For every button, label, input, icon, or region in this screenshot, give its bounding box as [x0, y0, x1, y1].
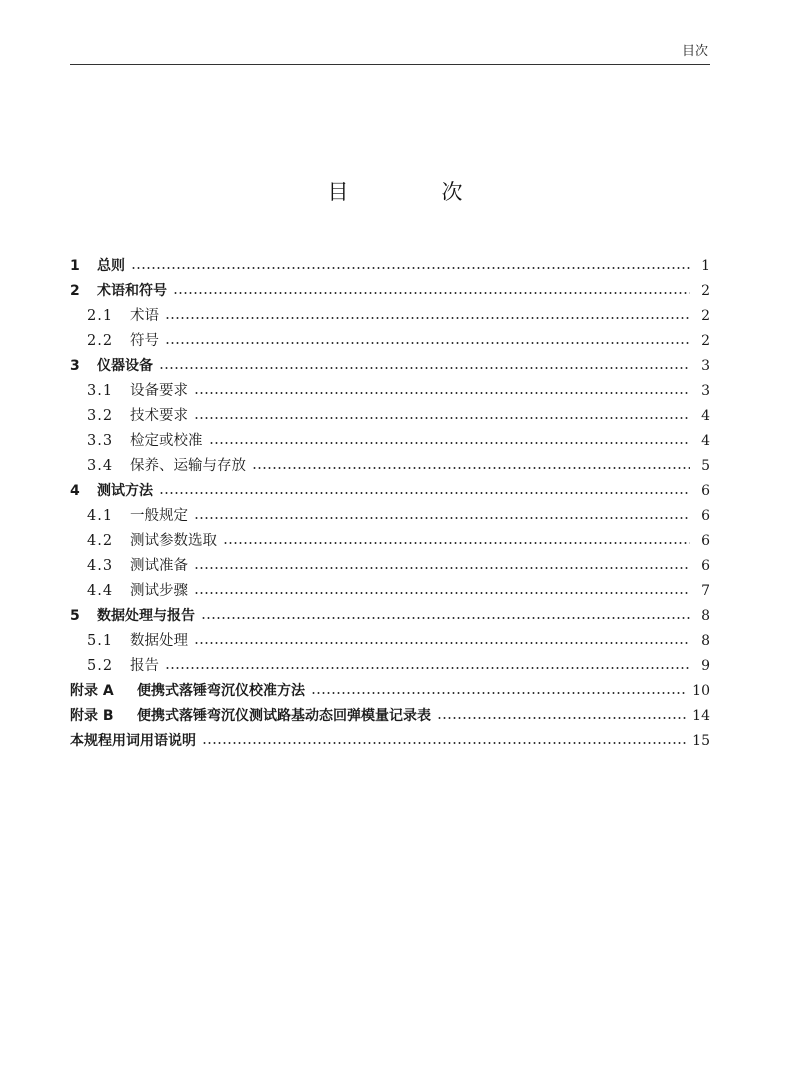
toc-entry-page: 1	[701, 258, 710, 274]
toc-entry[interactable]	[70, 704, 710, 729]
dot-leader	[165, 317, 690, 319]
toc-entry-page: 5	[701, 458, 710, 474]
toc-entry[interactable]	[70, 729, 710, 754]
toc-entry-page: 2	[701, 283, 710, 299]
toc-entry-label: 仪器设备	[97, 358, 153, 374]
toc-entry-number: 附录 A	[70, 683, 114, 699]
dot-leader	[194, 592, 690, 594]
toc-entry-page: 10	[692, 683, 710, 699]
dot-leader	[311, 692, 686, 694]
toc-entry-label: 保养、运输与存放	[130, 458, 246, 474]
toc-entry[interactable]	[70, 679, 710, 704]
toc-entry-label: 便携式落锤弯沉仪校准方法	[137, 683, 305, 699]
dot-leader	[159, 492, 690, 494]
toc-entry[interactable]	[70, 379, 710, 404]
toc-entry[interactable]	[70, 329, 710, 354]
toc-entry-number: 5	[70, 608, 80, 624]
toc-entry[interactable]	[70, 554, 710, 579]
dot-leader	[173, 292, 690, 294]
toc-entry[interactable]	[70, 629, 710, 654]
dot-leader	[202, 742, 686, 744]
header-rule	[70, 64, 710, 65]
toc-entry[interactable]	[70, 279, 710, 304]
running-head: 目次	[681, 44, 708, 59]
dot-leader	[165, 342, 690, 344]
toc-entry-page: 2	[701, 308, 710, 324]
toc-entry[interactable]	[70, 404, 710, 429]
toc-entry-page: 6	[701, 483, 710, 499]
dot-leader	[194, 417, 690, 419]
dot-leader	[194, 642, 690, 644]
toc-entry-page: 6	[701, 558, 710, 574]
toc-entry-number: 3	[70, 358, 80, 374]
toc-entry-label: 测试方法	[97, 483, 153, 499]
toc-entry-page: 7	[701, 583, 710, 599]
toc-entry-number: 3.1	[87, 383, 114, 399]
toc-entry-number: 1	[70, 258, 80, 274]
toc-entry-number: 3.2	[87, 408, 114, 424]
toc-entry-page: 14	[692, 708, 710, 724]
toc-entry-number: 5.1	[87, 633, 114, 649]
dot-leader	[194, 392, 690, 394]
toc-entry-page: 8	[701, 608, 710, 624]
toc-entry-page: 15	[692, 733, 710, 749]
toc-entry-page: 2	[701, 333, 710, 349]
dot-leader	[252, 467, 690, 469]
toc-entry-label: 便携式落锤弯沉仪测试路基动态回弹模量记录表	[137, 708, 431, 724]
toc-entry[interactable]	[70, 529, 710, 554]
toc-entry-number: 4	[70, 483, 80, 499]
dot-leader	[165, 667, 690, 669]
toc-entry-label: 数据处理与报告	[97, 608, 195, 624]
toc-entry[interactable]	[70, 579, 710, 604]
toc-entry-page: 3	[701, 358, 710, 374]
dot-leader	[201, 617, 690, 619]
toc-entry-number: 2.1	[87, 308, 114, 324]
toc-entry-label: 测试步骤	[130, 583, 188, 599]
dot-leader	[437, 717, 686, 719]
toc-entry[interactable]	[70, 604, 710, 629]
toc-entry-label: 数据处理	[130, 633, 188, 649]
toc-entry[interactable]	[70, 504, 710, 529]
toc-entry-number: 4.2	[87, 533, 114, 549]
toc-entry-page: 8	[701, 633, 710, 649]
toc-entry-label: 测试参数选取	[130, 533, 217, 549]
toc-entry-page: 6	[701, 533, 710, 549]
toc-entry-number: 4.1	[87, 508, 114, 524]
toc-entry-number: 5.2	[87, 658, 114, 674]
page-title: 目 次	[327, 180, 499, 204]
toc-entry-label: 设备要求	[130, 383, 188, 399]
toc-entry[interactable]	[70, 254, 710, 279]
dot-leader	[194, 567, 690, 569]
toc-entry-label: 术语	[130, 308, 159, 324]
toc-entry-label: 测试准备	[130, 558, 188, 574]
toc-entry-label: 符号	[130, 333, 159, 349]
toc-entry[interactable]	[70, 454, 710, 479]
toc-entry-label: 本规程用词用语说明	[70, 733, 196, 749]
dot-leader	[131, 267, 690, 269]
toc-entry[interactable]	[70, 354, 710, 379]
toc-entry-number: 3.4	[87, 458, 114, 474]
dot-leader	[194, 517, 690, 519]
toc-entry[interactable]	[70, 654, 710, 679]
toc-entry-label: 术语和符号	[97, 283, 167, 299]
toc-entry-number: 2	[70, 283, 80, 299]
toc-entry-page: 9	[701, 658, 710, 674]
toc-entry-page: 4	[701, 408, 710, 424]
toc-entry-number: 4.4	[87, 583, 114, 599]
table-of-contents	[70, 254, 710, 754]
dot-leader	[223, 542, 690, 544]
toc-entry-page: 4	[701, 433, 710, 449]
toc-entry-number: 3.3	[87, 433, 114, 449]
toc-entry[interactable]	[70, 479, 710, 504]
dot-leader	[159, 367, 690, 369]
toc-entry-number: 4.3	[87, 558, 114, 574]
toc-entry-label: 技术要求	[130, 408, 188, 424]
toc-entry-number: 附录 B	[70, 708, 114, 724]
toc-entry[interactable]	[70, 304, 710, 329]
toc-entry-page: 6	[701, 508, 710, 524]
toc-entry-label: 检定或校准	[130, 433, 203, 449]
toc-entry[interactable]	[70, 429, 710, 454]
toc-entry-number: 2.2	[87, 333, 114, 349]
toc-entry-label: 总则	[97, 258, 125, 274]
toc-entry-label: 报告	[130, 658, 159, 674]
toc-entry-label: 一般规定	[130, 508, 188, 524]
dot-leader	[209, 442, 691, 444]
toc-entry-page: 3	[701, 383, 710, 399]
